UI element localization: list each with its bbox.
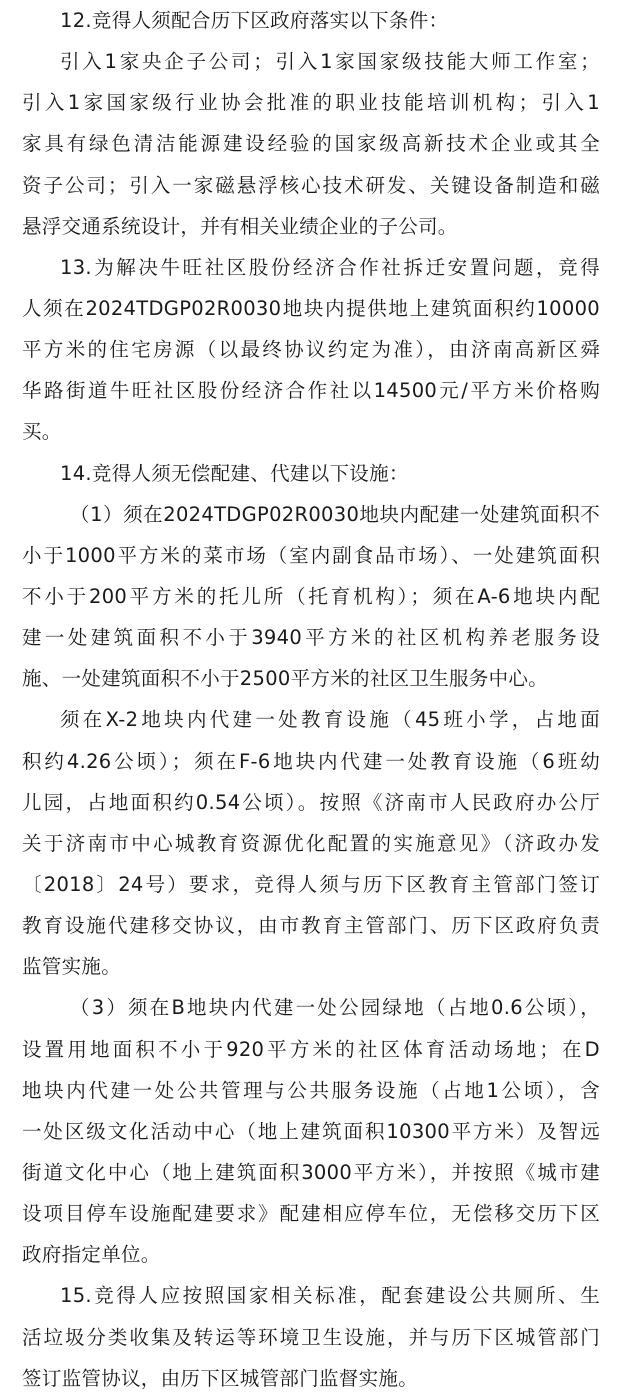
- text-line: 活垃圾分类收集及转运等环境卫生设施，并与历下区城管部门: [22, 1325, 600, 1349]
- text-line: 积约4.26公顷）；须在F-6地块内代建一处教育设施（6班幼: [22, 749, 600, 773]
- text-line: 华路街道牛旺社区股份经济合作社以14500元/平方米价格购: [22, 379, 600, 403]
- text-line: 15.竞得人应按照国家相关标准，配套建设公共厕所、生: [60, 1284, 600, 1308]
- text-line: 14.竞得人须无偿配建、代建以下设施：: [60, 461, 409, 485]
- text-line: 13.为解决牛旺社区股份经济合作社拆迁安置问题，竞得: [60, 255, 600, 279]
- text-line: 不小于200平方米的托儿所（托育机构）；须在A-6地块内配: [22, 584, 600, 608]
- text-line: 设项目停车设施配建要求》配建相应停车位，无偿移交历下区: [22, 1202, 600, 1226]
- text-line: 建一处建筑面积不小于3940平方米的社区机构养老服务设: [22, 626, 600, 650]
- text-line: 家具有绿色清洁能源建设经验的国家级高新技术企业或其全: [22, 132, 600, 156]
- text-line: 须在X-2地块内代建一处教育设施（45班小学，占地面: [60, 708, 600, 732]
- text-line: 关于济南市中心城教育资源优化配置的实施意见》（济政办发: [22, 831, 600, 855]
- text-line: 引入1家央企子公司；引入1家国家级技能大师工作室；: [60, 50, 600, 74]
- text-line: 街道文化中心（地上建筑面积3000平方米），并按照《城市建: [22, 1160, 600, 1184]
- text-line: 教育设施代建移交协议，由市教育主管部门、历下区政府负责: [22, 914, 600, 938]
- text-line: 人须在2024TDGP02R0030地块内提供地上建筑面积约10000: [22, 296, 600, 320]
- text-line: 地块内代建一处公共管理与公共服务设施（占地1公顷），含: [22, 1078, 600, 1102]
- text-line: 资子公司；引入一家磁悬浮核心技术研发、关键设备制造和磁: [22, 173, 600, 197]
- text-line: 平方米的住宅房源（以最终协议约定为准），由济南高新区舜: [22, 338, 600, 362]
- text-line: 设置用地面积不小于920平方米的社区体育活动场地；在D: [22, 1037, 600, 1061]
- text-line: 一处区级文化活动中心（地上建筑面积10300平方米）及智远: [22, 1119, 600, 1143]
- text-line: 买。: [22, 420, 62, 444]
- text-line: 悬浮交通系统设计，并有相关业绩企业的子公司。: [22, 214, 458, 238]
- text-line: 〔2018〕24号）要求，竞得人须与历下区教育主管部门签订: [22, 872, 600, 896]
- text-line: 签订监管协议，由历下区城管部门监督实施。: [22, 1366, 419, 1390]
- text-line: 12.竞得人须配合历下区政府落实以下条件：: [60, 9, 449, 32]
- text-line: 施、一处建筑面积不小于2500平方米的社区卫生服务中心。: [22, 667, 549, 691]
- text-line: （1）须在2024TDGP02R0030地块内配建一处建筑面积不: [70, 502, 600, 526]
- text-line: （3）须在B地块内代建一处公园绿地（占地0.6公顷），: [70, 996, 600, 1020]
- text-line: 引入1家国家级行业协会批准的职业技能培训机构；引入1: [22, 91, 600, 115]
- text-line: 政府指定单位。: [22, 1243, 161, 1267]
- text-line: 儿园，占地面积约0.54公顷）。按照《济南市人民政府办公厅: [22, 790, 600, 814]
- text-line: 监管实施。: [22, 955, 122, 979]
- text-line: 小于1000平方米的菜市场（室内副食品市场）、一处建筑面积: [22, 543, 600, 567]
